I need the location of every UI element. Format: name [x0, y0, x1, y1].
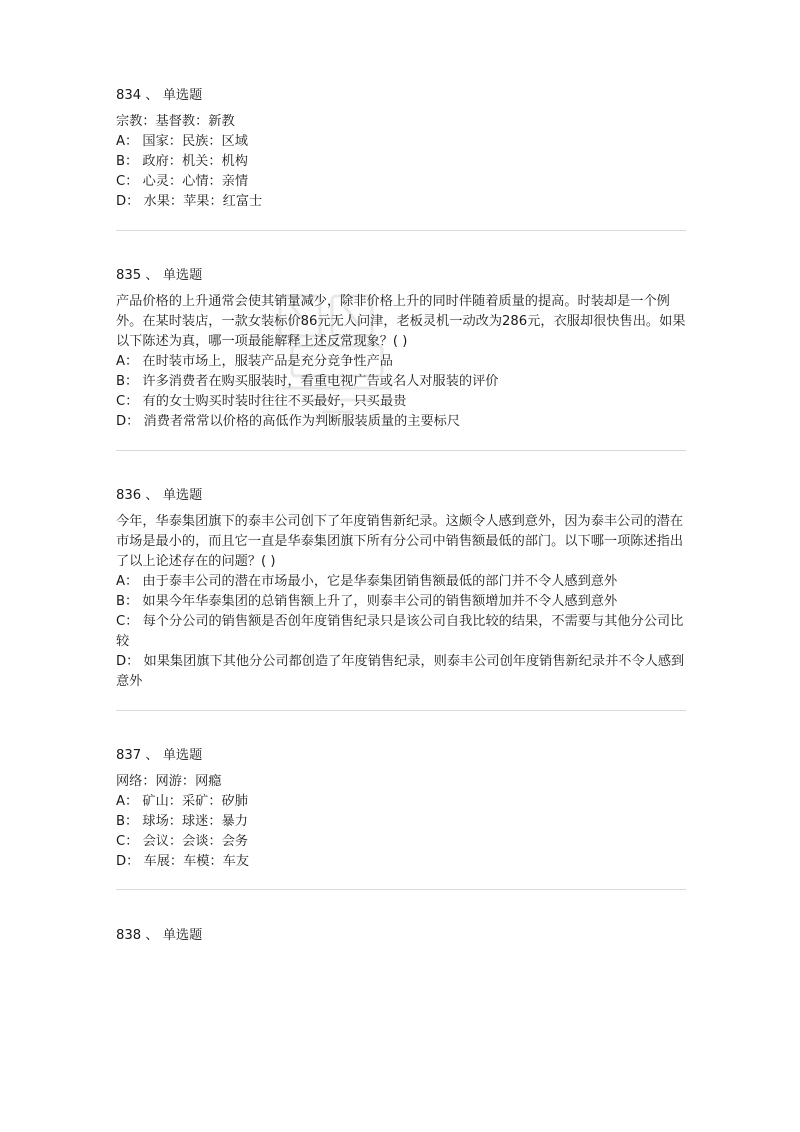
question-stem: 网络：网游：网瘾 — [116, 774, 222, 789]
option-a: A： 在时装市场上，服装产品是充分竞争性产品 — [116, 354, 393, 369]
question-837 — [116, 746, 686, 872]
option-a: A： 由于泰丰公司的潜在市场最小，它是华泰集团销售额最低的部门并不令人感到意外 — [116, 574, 618, 589]
question-header: 837 、 单选题 — [116, 748, 203, 763]
question-header: 834 、 单选题 — [116, 88, 203, 103]
question-stem: 宗教：基督教：新教 — [116, 114, 235, 129]
question-836 — [116, 486, 686, 692]
option-b: B： 政府：机关：机构 — [116, 154, 248, 169]
question-header: 836 、 单选题 — [116, 488, 203, 503]
option-a: A： 矿山：采矿：矽肺 — [116, 794, 248, 809]
option-d: D： 车展：车模：车友 — [116, 854, 250, 869]
question-838 — [116, 926, 686, 952]
option-b: B： 许多消费者在购买服装时，看重电视广告或名人对服装的评价 — [116, 374, 499, 389]
divider — [116, 230, 686, 231]
question-835 — [116, 266, 686, 432]
question-stem: 今年，华泰集团旗下的泰丰公司创下了年度销售新纪录。这颇令人感到意外，因为泰丰公司的潜在市场是最小的，而且它一直是华泰集团旗下所有分公司中销售额最低的部门。以下哪一项陈述指出了以上论述存在的问题？( ) — [116, 514, 684, 569]
question-834 — [116, 86, 686, 212]
option-c: C： 会议：会谈：会务 — [116, 834, 249, 849]
option-c: C： 心灵：心情：亲情 — [116, 174, 249, 189]
divider — [116, 710, 686, 711]
option-d: D： 如果集团旗下其他分公司都创造了年度销售纪录，则泰丰公司创年度销售新纪录并不令人感到意外 — [116, 654, 685, 689]
divider — [116, 889, 686, 890]
divider — [116, 450, 686, 451]
question-header: 838 、 单选题 — [116, 928, 203, 943]
question-stem: 产品价格的上升通常会使其销量减少，除非价格上升的同时伴随着质量的提高。时装却是一个例外。在某时装店，一款女装标价86元无人问津，老板灵机一动改为286元，衣服却很快售出。如果以下陈述为真，哪一项最能解释上述反常现象？( ) — [116, 294, 686, 349]
option-a: A： 国家：民族：区域 — [116, 134, 248, 149]
option-b: B： 球场：球迷：暴力 — [116, 814, 248, 829]
option-d: D： 水果：苹果：红富士 — [116, 194, 263, 209]
question-header: 835 、 单选题 — [116, 268, 203, 283]
option-d: D： 消费者常常以价格的高低作为判断服装质量的主要标尺 — [116, 414, 461, 429]
option-c: C： 每个分公司的销售额是否创年度销售纪录只是该公司自我比较的结果，不需要与其他分公司比较 — [116, 614, 684, 649]
option-c: C： 有的女士购买时装时往往不买最好，只买最贵 — [116, 394, 407, 409]
option-b: B： 如果今年华泰集团的总销售额上升了，则泰丰公司的销售额增加并不令人感到意外 — [116, 594, 618, 609]
